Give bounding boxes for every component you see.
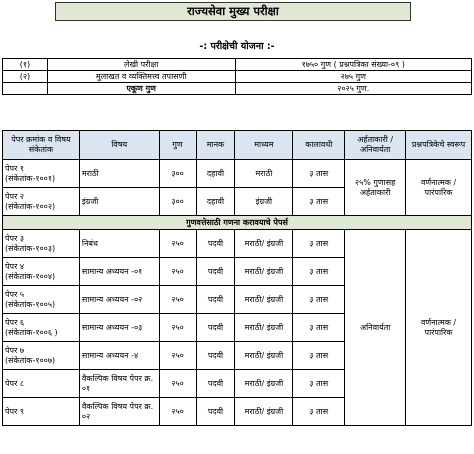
medium-cell: मराठी/ इंग्रजी [235, 230, 293, 258]
paper-code: (संकेतांक-१००५) [5, 299, 56, 309]
paper-details-table [2, 130, 472, 426]
duration-cell: ३ तास [293, 286, 345, 314]
paper-cell [3, 314, 80, 342]
paper-number: पेपर ५ [5, 289, 25, 299]
header-duration: कालावधी [293, 131, 345, 160]
marks-cell: २५० [159, 286, 196, 314]
standard-cell: पदवी [196, 286, 235, 314]
duration-cell: ३ तास [293, 370, 345, 398]
plan-row-number: (२) [3, 71, 48, 83]
exam-scheme-subtitle: -: परीक्षेची योजना :- [199, 41, 275, 52]
medium-cell: मराठी/ इंग्रजी [235, 314, 293, 342]
standard-cell: दहावी [196, 188, 235, 216]
paper-code: (संकेतांक-१००७) [5, 355, 56, 365]
marks-cell: ३०० [159, 160, 196, 188]
paper-cell [3, 188, 80, 216]
paper-cell [3, 342, 80, 370]
plan-row-number: (१) [3, 59, 48, 71]
medium-cell: मराठी/ इंग्रजी [235, 258, 293, 286]
merit-separator-label: गुणवत्तेसाठी गणना करावयाचे पेपर्स [3, 216, 472, 230]
marks-cell: २५० [159, 258, 196, 286]
table-row [3, 160, 472, 188]
duration-cell: ३ तास [293, 342, 345, 370]
subject-cell: निबंध [79, 230, 159, 258]
plan-row-label: लेखी परीक्षा [47, 59, 235, 71]
medium-cell: मराठी/ इंग्रजी [235, 370, 293, 398]
header-standard: मानक [196, 131, 235, 160]
qualifying-nature-cell: २५% गुणासह अर्हताकारी [345, 160, 406, 216]
marks-cell: २५० [159, 370, 196, 398]
subject-cell: वैकल्पिक विषय पेपर क्र. ०१ [79, 370, 159, 398]
medium-cell: मराठी/ इंग्रजी [235, 398, 293, 426]
medium-cell: इंग्रजी [235, 188, 293, 216]
medium-cell: मराठी/ इंग्रजी [235, 286, 293, 314]
plan-row-value: २७५ गुण [235, 71, 472, 83]
marks-cell: ३०० [159, 188, 196, 216]
standard-cell: पदवी [196, 342, 235, 370]
paper-cell: पेपर ८ [3, 370, 80, 398]
merit-format-cell: वर्णनात्मक / पारंपारिक [406, 230, 472, 426]
header-medium: माध्यम [235, 131, 293, 160]
medium-cell: मराठी/ इंग्रजी [235, 342, 293, 370]
paper-number: पेपर १ [5, 163, 25, 173]
subject-cell: मराठी [79, 160, 159, 188]
plan-total-value: २०२५ गुण. [235, 83, 472, 95]
subject-cell: सामान्य अध्ययन -४ [79, 342, 159, 370]
paper-number: पेपर ७ [5, 345, 25, 355]
header-paper-code: पेपर क्रमांक व विषय संकेतांक [3, 131, 80, 160]
marks-cell: २५० [159, 398, 196, 426]
qualifying-format-cell: वर्णनात्मक / पारंपारिक [406, 160, 472, 216]
paper-code: (संकेतांक-१००६ ) [5, 327, 58, 337]
plan-total-row [3, 83, 472, 95]
paper-code: (संकेतांक-१००४) [5, 271, 56, 281]
standard-cell: पदवी [196, 314, 235, 342]
paper-cell [3, 258, 80, 286]
paper-code: (संकेतांक-१००२) [5, 201, 56, 211]
medium-cell: मराठी [235, 160, 293, 188]
duration-cell: ३ तास [293, 258, 345, 286]
subject-cell: इंग्रजी [79, 188, 159, 216]
paper-cell [3, 286, 80, 314]
subject-cell: वैकल्पिक विषय पेपर क्र. ०२ [79, 398, 159, 426]
marks-cell: २५० [159, 314, 196, 342]
subject-cell: सामान्य अध्ययन -०२ [79, 286, 159, 314]
paper-code: (संकेतांक-१००१) [5, 173, 56, 183]
header-marks: गुण [159, 131, 196, 160]
merit-nature-cell: अनिवार्यता [345, 230, 406, 426]
paper-number: पेपर ६ [5, 317, 25, 327]
paper-number: पेपर ३ [5, 233, 25, 243]
header-subject: विषय [79, 131, 159, 160]
plan-summary-table [2, 58, 472, 95]
header-format: प्रश्नपत्रिकेचे स्वरूप [406, 131, 472, 160]
subject-cell: सामान्य अध्ययन -०१ [79, 258, 159, 286]
paper-number: पेपर २ [5, 191, 25, 201]
paper-code: (संकेतांक-१००३) [5, 243, 56, 253]
paper-cell [3, 230, 80, 258]
marks-cell: २५० [159, 230, 196, 258]
duration-cell: ३ तास [293, 398, 345, 426]
plan-row [3, 71, 472, 83]
subject-cell: सामान्य अध्ययन -०३ [79, 314, 159, 342]
standard-cell: पदवी [196, 230, 235, 258]
plan-row-value: १७५० गुण ( प्रश्नपत्रिका संख्या-०९ ) [235, 59, 472, 71]
duration-cell: ३ तास [293, 188, 345, 216]
duration-cell: ३ तास [293, 230, 345, 258]
paper-cell [3, 160, 80, 188]
plan-total-blank [3, 83, 48, 95]
duration-cell: ३ तास [293, 314, 345, 342]
table-header-row [3, 131, 472, 160]
plan-total-label: एकूण गुण [47, 83, 235, 95]
page-title: राज्यसेवा मुख्य परीक्षा [55, 2, 411, 21]
standard-cell: पदवी [196, 398, 235, 426]
marks-cell: २५० [159, 342, 196, 370]
paper-cell: पेपर ९ [3, 398, 80, 426]
plan-row [3, 59, 472, 71]
duration-cell: ३ तास [293, 160, 345, 188]
merit-separator-row [3, 216, 472, 230]
standard-cell: पदवी [196, 370, 235, 398]
standard-cell: दहावी [196, 160, 235, 188]
header-nature: अर्हताकारी /अनिवार्यता [345, 131, 406, 160]
plan-row-label: मुलाखत व व्यक्तिमत्त्व तपासणी [47, 71, 235, 83]
table-row [3, 230, 472, 258]
standard-cell: पदवी [196, 258, 235, 286]
paper-number: पेपर ४ [5, 261, 25, 271]
